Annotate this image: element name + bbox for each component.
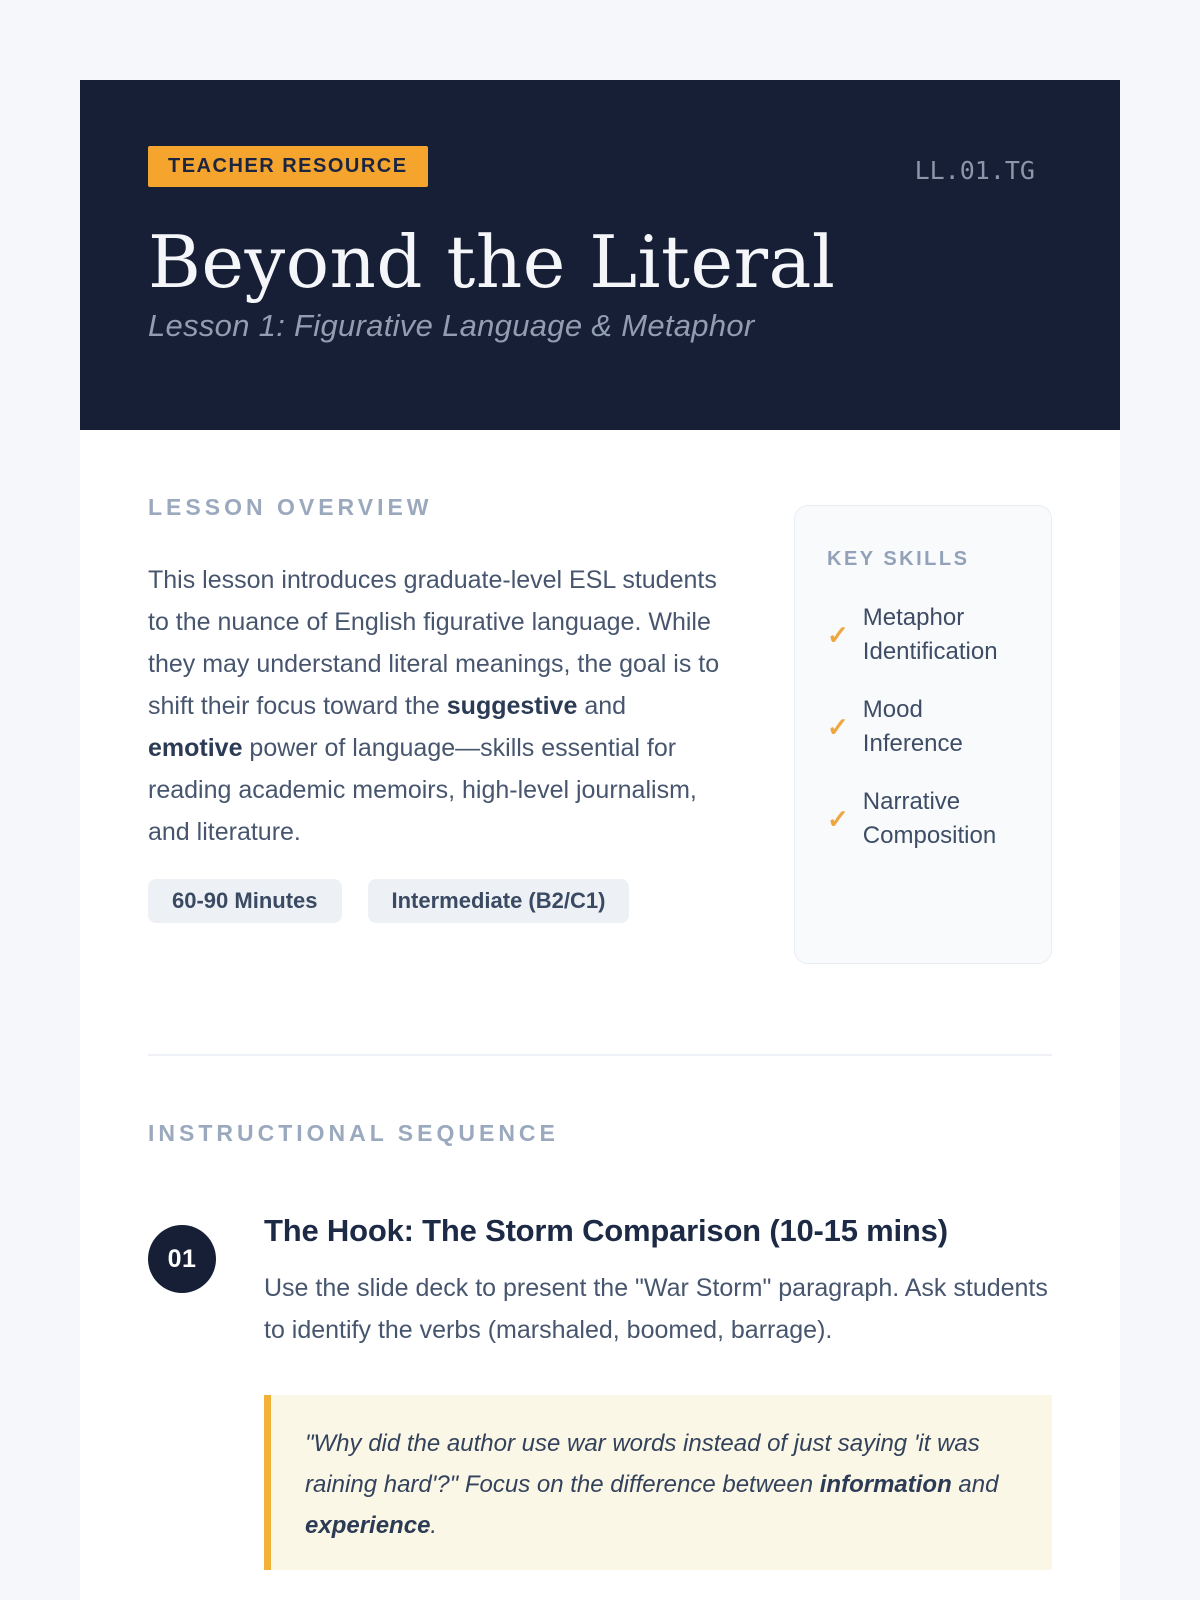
- key-skills-heading: KEY SKILLS: [827, 548, 970, 570]
- meta-pill-row: [148, 879, 723, 923]
- skill-label: Mood Inference: [862, 696, 963, 757]
- instructional-sequence-heading: INSTRUCTIONAL SEQUENCE: [148, 1120, 559, 1146]
- document-code: LL.01.TG: [914, 156, 1035, 185]
- sequence-step: [148, 1213, 1052, 1570]
- list-item: [827, 785, 1019, 853]
- step-title: The Hook: The Storm Comparison (10-15 mins): [264, 1213, 948, 1248]
- key-skills-card: [794, 505, 1052, 964]
- level-pill: Intermediate (B2/C1): [368, 879, 630, 923]
- teaching-tip-callout: [264, 1395, 1052, 1570]
- list-item: [827, 601, 1019, 669]
- section-divider: [148, 1054, 1052, 1056]
- overview-column: [148, 535, 723, 923]
- list-item: [827, 693, 1019, 761]
- document-header: [80, 80, 1120, 430]
- overview-row: [148, 535, 1052, 964]
- teacher-resource-badge: TEACHER RESOURCE: [148, 146, 428, 187]
- skill-label: Metaphor Identification: [862, 604, 998, 665]
- callout-text: "Why did the author use war words instead of just saying 'it was raining hard'?" Focus on the difference between information and experience.: [305, 1430, 999, 1539]
- check-icon: ✓: [827, 619, 849, 650]
- step-number-badge: 01: [148, 1225, 216, 1293]
- page-subtitle: Lesson 1: Figurative Language & Metaphor: [148, 308, 755, 344]
- skill-label: Narrative Composition: [862, 788, 997, 849]
- check-icon: ✓: [827, 803, 849, 834]
- check-icon: ✓: [827, 711, 849, 742]
- key-skills-list: [827, 601, 1019, 853]
- duration-pill: 60-90 Minutes: [148, 879, 342, 923]
- lesson-overview-heading: LESSON OVERVIEW: [148, 494, 433, 520]
- overview-paragraph: This lesson introduces graduate-level ESL students to the nuance of English figurative language. While they may understand literal meanings, the goal is to shift their focus toward the suggestive and emotive power of language—skills essential for reading academic memoirs, high-level journalism, and literature.: [148, 566, 720, 846]
- document-card: [80, 80, 1120, 1600]
- page-title: Beyond the Literal: [148, 220, 836, 304]
- step-body: Use the slide deck to present the "War Storm" paragraph. Ask students to identify the verbs (marshaled, boomed, barrage).: [264, 1274, 1048, 1344]
- step-content: [264, 1213, 1052, 1570]
- document-body: [80, 494, 1120, 1570]
